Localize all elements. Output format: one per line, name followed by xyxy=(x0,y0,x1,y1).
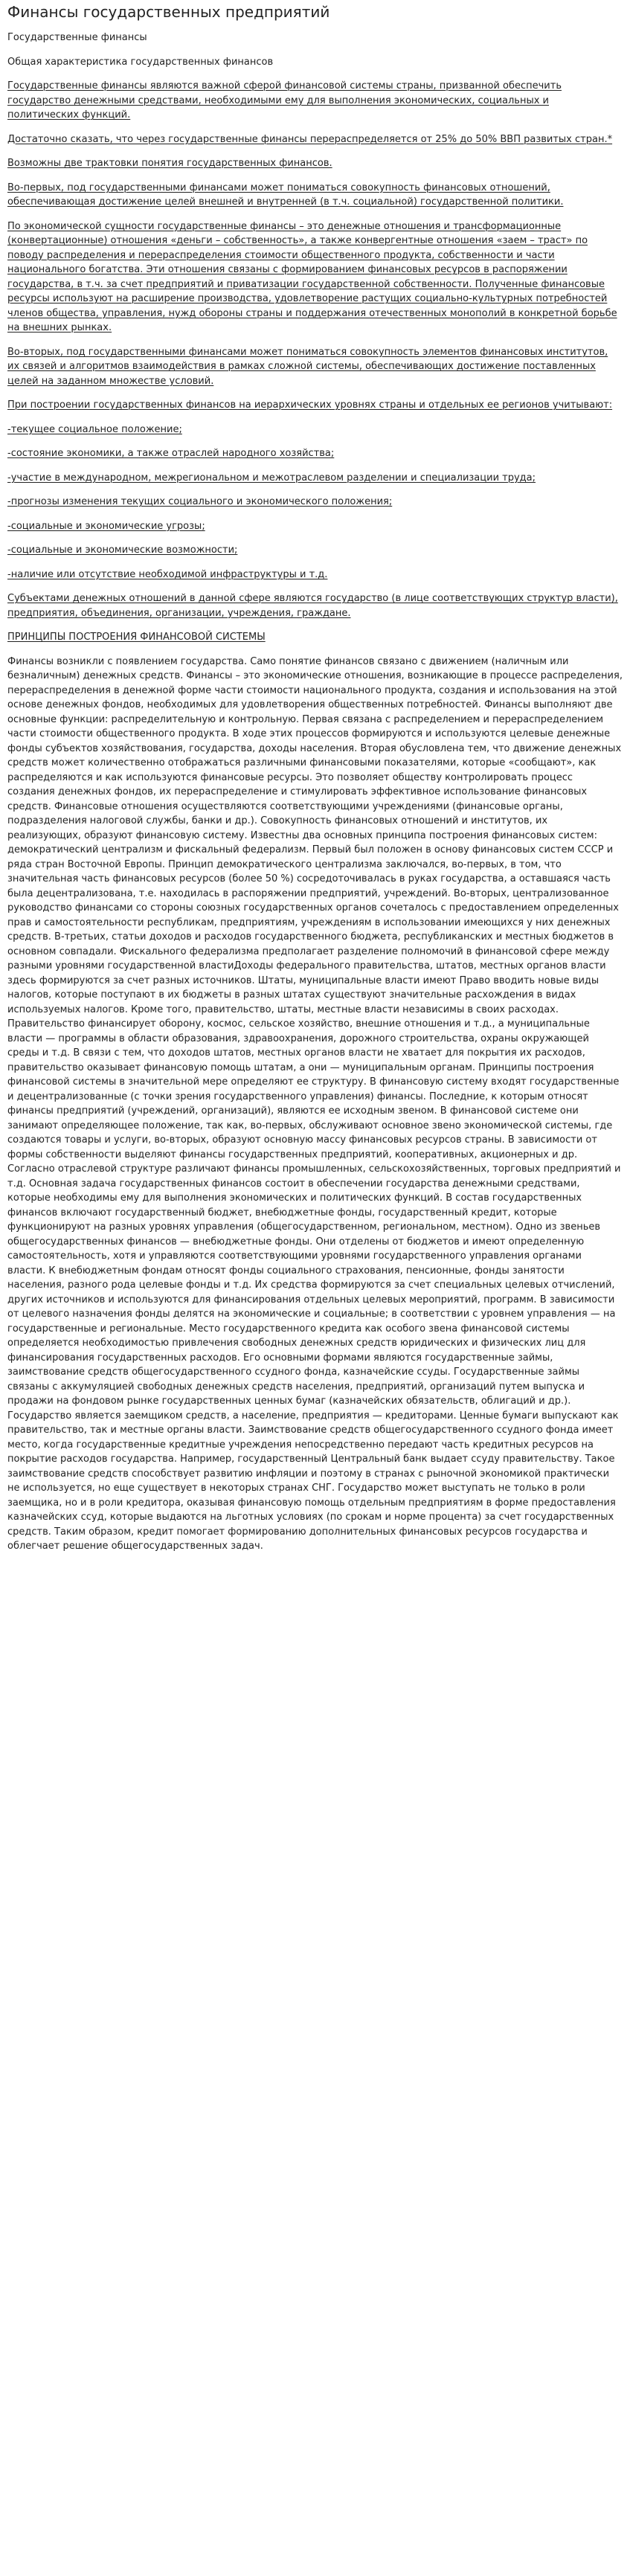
paragraph: При построении государственных финансов на иерархических уровнях страны и отдельных ее регионов учитывают: xyxy=(7,399,613,411)
list-item: -участие в международном, межрегиональном и межотраслевом разделении и специализации труда; xyxy=(7,472,536,484)
paragraph: По экономической сущности государственные финансы – это денежные отношения и трансформационные (конвертационные) отношения «деньги – собственность», а также конвергентные отношения «заем – траст» по поводу распределения и перераспределения стоимости общественного продукта, собственности и части национального богатства. Эти отношения связаны с формированием финансовых ресурсов в распоряжении государства, в т.ч. за счет предприятий и приватизации государственной собственности. Полученные финансовые ресурсы используют на расширение производства, удовлетворение растущих социально-культурных потребностей членов общества, управления, нужд обороны страны и поддержания отечественных монополий в конкретной борьбе на внешних рынках. xyxy=(7,220,617,333)
list-item: -прогнозы изменения текущих социального и экономического положения; xyxy=(7,496,393,507)
list-item: -наличие или отсутствие необходимой инфраструктуры и т.д. xyxy=(7,568,328,580)
paragraph-principles: Финансы возникли с появлением государства. Само понятие финансов связано с движением (наличным или безналичным) денежных средств. Финансы – это экономические отношения, возникающие в процессе распределения, перераспределения в денежной форме части стоимости национального продукта, создания и использования на этой основе денежных фондов, необходимых для удовлетворения общественных потребностей. Финансы выполняют две основные функции: распределительную и контрольную. Первая связана с распределением и перераспределением части стоимости общественного продукта. В ходе этих процессов формируются и используются целевые денежные фонды субъектов хозяйствования, государства, доходы населения. Вторая обусловлена тем, что движение денежных средств может количественно отображаться различными финансовыми показателями, которые «сообщают», как распределяются и как используются финансовые ресурсы. Это позволяет обществу контролировать процесс создания денежных фондов, их перераспределение и стимулировать эффективное использование финансовых средств. Финансовые отношения осуществляются соответствующими учреждениями (финансовые органы, подразделения налоговой службы, банки и др.). Совокупность финансовых отношений и институтов, их реализующих, образуют финансовую систему. Известны два основных принципа построения финансовых систем: демократический централизм и фискальный федерализм. Первый был положен в основу финансовых систем СССР и ряда стран Восточной Европы. Принцип демократического централизма заключался, во-первых, в том, что значительная часть финансовых ресурсов (более 50 %) сосредоточивалась в руках государства, а оставшаяся часть была децентрализована, т.е. находилась в распоряжении предприятий, учреждений. Во-вторых, централизованное руководство финансами со стороны союзных государственных органов сочеталось с предоставлением определенных прав и самостоятельности республикам, предприятиям, учреждениям в использовании имеющихся у них денежных средств. В-третьих, статьи доходов и расходов государственного бюджета, республиканских и местных бюджетов в основном совпадали. Фискального федерализма предполагает разделение полномочий в финансовой сфере между разными уровнями государственной властиДоходы федерального правительства, штатов, местных органов власти здесь формируются за счет разных источников. Штаты, муниципальные власти имеют Право вводить новые виды налогов, которые поступают в их бюджеты в разных штатах существуют значительные расхождения в видах используемых налогов. Кроме того, правительство, штаты, местные власти независимы в своих расходах. Правительство финансирует оборону, космос, сельское хозяйство, внешние отношения и т.д., а муниципальные власти — программы в области образования, здравоохранения, дорожного строительства, охраны окружающей среды и т.д. В связи с тем, что доходов штатов, местных органов власти не хватает для покрытия их расходов, правительство оказывает финансовую помощь штатам, а они — муниципальным органам. Принципы построения финансовой системы в значительной мере определяют ее структуру. В финансовую систему входят государственные и децентрализованные (с точки зрения государственного управления) финансы. Последние, к которым относят финансы предприятий (учреждений, организаций), являются ее исходным звеном. В финансовой системе они занимают определяющее положение, так как, во-первых, обслуживают основное звено экономической системы, где создаются товары и услуги, во-вторых, образуют основную массу финансовых ресурсов страны. В зависимости от формы собственности выделяют финансы государственных предприятий, кооперативных, акционерных и др. Согласно отраслевой структуре различают финансы промышленных, сельскохозяйственных, торговых предприятий и т.д. Основная задача государственных финансов состоит в обеспечении государства денежными средствами, которые необходимы ему для выполнения экономических и политических функций. В состав государственных финансов включают государственный бюджет, внебюджетные фонды, государственный кредит, которые функционируют на разных уровнях управления (общегосударственном, региональном, местном). Одно из звеньев общегосударственных финансов — внебюджетные фонды. Они отделены от бюджетов и имеют определенную самостоятельность, хотя и управляются соответствующими уровнями государственного управления органами власти. К внебюджетным фондам относят фонды социального страхования, пенсионные, фонды занятости населения, разного рода целевые фонды и т.д. Их средства формируются за счет специальных целевых отчислений, других источников и используются для финансирования отдельных целевых мероприятий, программ. В зависимости от целевого назначения фонды делятся на экономические и социальные; в соответствии с уровнем управления — на государственные и региональные. Место государственного кредита как особого звена финансовой системы определяется необходимостью привлечения свободных денежных средств юридических и физических лиц для финансирования государственных расходов. Его основными формами являются государственные займы, заимствование средств общегосударственного ссудного фонда, казначейские ссуды. Государственные займы связаны с аккумуляцией свободных денежных средств населения, предприятий, организаций путем выпуска и продажи на фондовом рынке государственных ценных бумаг (казначейских обязательств, облигаций и др.). Государство является заемщиком средств, а население, предприятия — кредиторами. Ценные бумаги выпускают как правительство, так и местные органы власти. Заимствование средств общегосударственного ссудного фонда имеет место, когда государственные кредитные учреждения непосредственно передают часть кредитных ресурсов на покрытие расходов государства. Например, государственный Центральный банк выдает ссуду правительству. Такое заимствование средств способствует развитию инфляции и поэтому в странах с рыночной экономикой практически не используется, но еще существует в некоторых странах СНГ. Государство может выступать не только в роли заемщика, но и в роли кредитора, оказывая финансовую помощь отдельным предприятиям в форме предоставления казначейских ссуд, которые выдаются на льготных условиях (по срокам и норме процента) за счет государственных средств. Таким образом, кредит помогает формированию дополнительных финансовых ресурсов государства и облегчает решение общегосударственных задач. xyxy=(7,655,623,1552)
paragraph: Достаточно сказать, что через государственные финансы перераспределяется от 25% до 50% ВВП развитых стран.* xyxy=(7,133,613,145)
subtitle: Государственные финансы xyxy=(7,32,147,43)
paragraph: Во-вторых, под государственными финансами может пониматься совокупность элементов финансовых институтов, их связей и алгоритмов взаимодействия в рамках сложной системы, обеспечивающих достижение поставленных целей на заданном множестве условий. xyxy=(7,346,608,387)
list-item: -текущее социальное положение; xyxy=(7,423,182,435)
list-item: -социальные и экономические возможности; xyxy=(7,545,238,556)
list-item: -состояние экономики, а также отраслей народного хозяйства; xyxy=(7,448,335,459)
intro-block xyxy=(7,79,623,620)
paragraph: Возможны две трактовки понятия государственных финансов. xyxy=(7,158,332,169)
page-title: Финансы государственных предприятий xyxy=(7,3,330,21)
paragraph: Субъектами денежных отношений в данной сфере являются государство (в лице соответствующих структур власти), предприятия, объединения, организации, учреждения, граждане. xyxy=(7,593,618,619)
list-item: -социальные и экономические угрозы; xyxy=(7,520,205,532)
paragraph: Во-первых, под государственными финансами может пониматься совокупность финансовых отношений, обеспечивающая достижение целей внешней и внутренней (в т.ч. социальной) государственной политики. xyxy=(7,182,564,208)
paragraph: Государственные финансы являются важной сферой финансовой системы страны, призванной обеспечить государство денежными средствами, необходимыми ему для выполнения экономических, социальных и политических функций. xyxy=(7,80,562,121)
section-heading-principles: ПРИНЦИПЫ ПОСТРОЕНИЯ ФИНАНСОВОЙ СИСТЕМЫ xyxy=(7,632,266,643)
section-heading-general: Общая характеристика государственных финансов xyxy=(7,56,274,68)
